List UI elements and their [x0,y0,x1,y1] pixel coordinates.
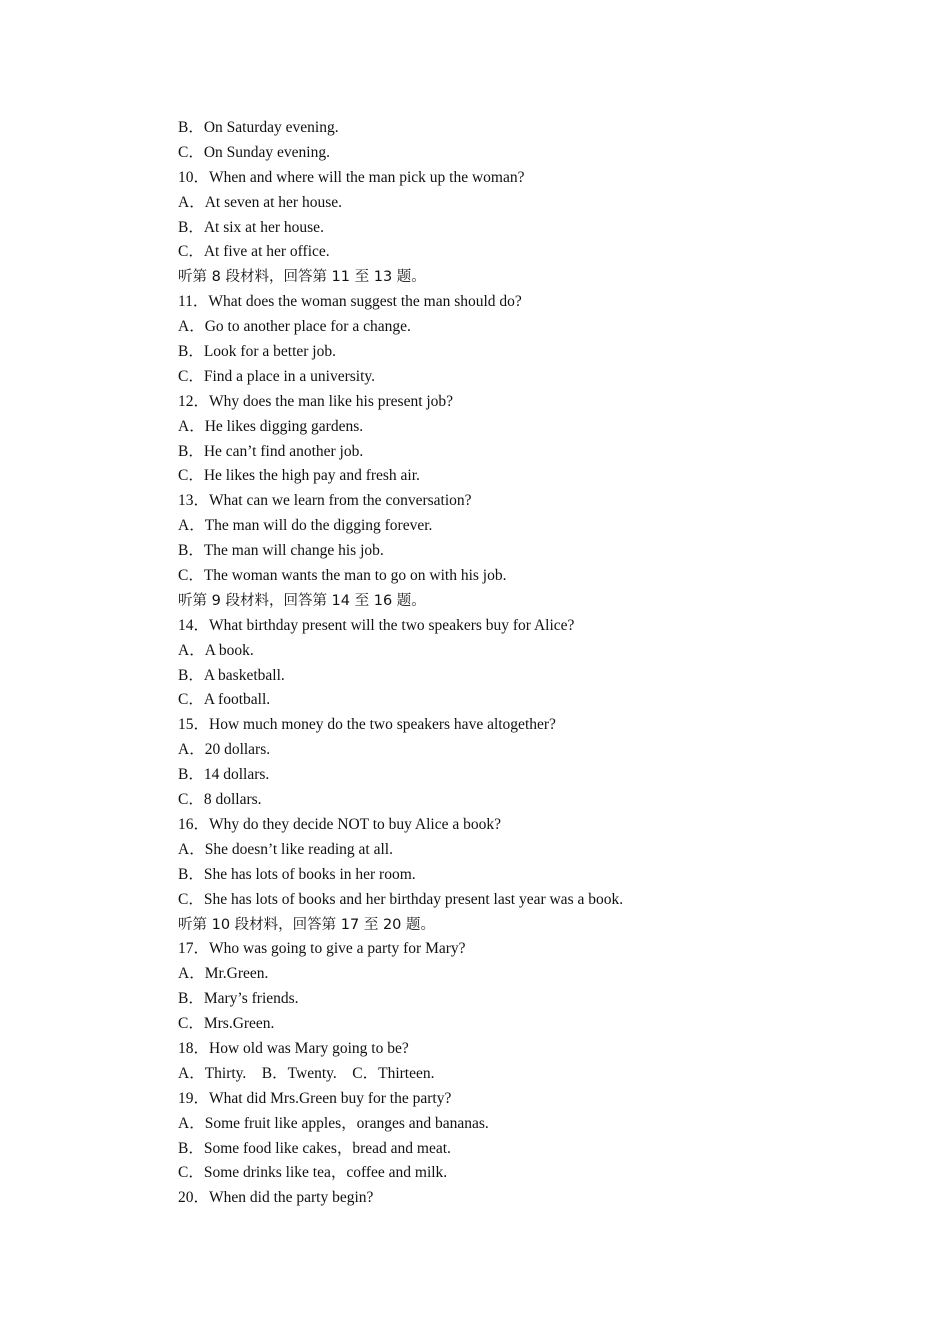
answer-option: C．Mrs.Green. [178,1015,275,1033]
answer-option: B．Look for a better job. [178,343,336,361]
answer-option: B．The man will change his job. [178,542,384,560]
answer-option: B．On Saturday evening. [178,119,339,136]
question-text: 17．Who was going to give a party for Mary? [178,940,466,958]
answer-option: B．At six at her house. [178,218,324,236]
answer-option: B．14 dollars. [178,766,270,784]
answer-option: A．The man will do the digging forever. [178,517,433,535]
answer-option: C．She has lots of books and her birthday present last year was a book. [178,890,624,908]
answer-option: A．Thirty. B．Twenty. C．Thirteen. [178,1064,435,1082]
answer-option: C．On Sunday evening. [178,143,330,161]
answer-option: C．He likes the high pay and fresh air. [178,467,420,485]
answer-option: A．At seven at her house. [178,193,342,211]
answer-option: C．A football. [178,691,271,709]
answer-option: C．Some drinks like tea，coffee and milk. [178,1164,448,1182]
answer-option: B．Mary’s friends. [178,990,299,1008]
answer-option: C．Find a place in a university. [178,367,376,385]
section-heading: 听第 10 段材料，回答第 17 至 20 题。 [178,916,436,933]
question-text: 16．Why do they decide NOT to buy Alice a book? [178,815,501,833]
question-text: 12．Why does the man like his present job? [178,392,454,410]
answer-option: C．The woman wants the man to go on with his job. [178,567,507,585]
answer-option: A．20 dollars. [178,741,271,759]
answer-option: B．He can’t find another job. [178,442,364,460]
question-text: 11．What does the woman suggest the man should do? [178,293,522,311]
section-heading: 听第 9 段材料，回答第 14 至 16 题。 [178,592,426,609]
answer-option: A．Mr.Green. [178,965,269,983]
answer-option: C．8 dollars. [178,791,262,809]
question-text: 13．What can we learn from the conversation? [178,492,472,510]
exam-text-block [178,116,878,1211]
question-text: 14．What birthday present will the two speakers buy for Alice? [178,616,575,634]
answer-option: C．At five at her office. [178,243,330,261]
answer-option: A．Go to another place for a change. [178,318,411,336]
answer-option: B．She has lots of books in her room. [178,865,416,883]
question-text: 15．How much money do the two speakers have altogether? [178,716,556,734]
answer-option: A．He likes digging gardens. [178,417,364,435]
question-text: 19．What did Mrs.Green buy for the party? [178,1089,452,1107]
answer-option: A．A book. [178,641,254,659]
question-text: 20．When did the party begin? [178,1189,374,1207]
question-text: 18．How old was Mary going to be? [178,1039,409,1057]
answer-option: B．Some food like cakes，bread and meat. [178,1139,451,1157]
answer-option: B．A basketball. [178,666,285,684]
question-text: 10．When and where will the man pick up the woman? [178,168,525,186]
answer-option: A．She doesn’t like reading at all. [178,840,393,858]
answer-option: A．Some fruit like apples，oranges and bananas. [178,1114,489,1132]
section-heading: 听第 8 段材料，回答第 11 至 13 题。 [178,269,426,286]
